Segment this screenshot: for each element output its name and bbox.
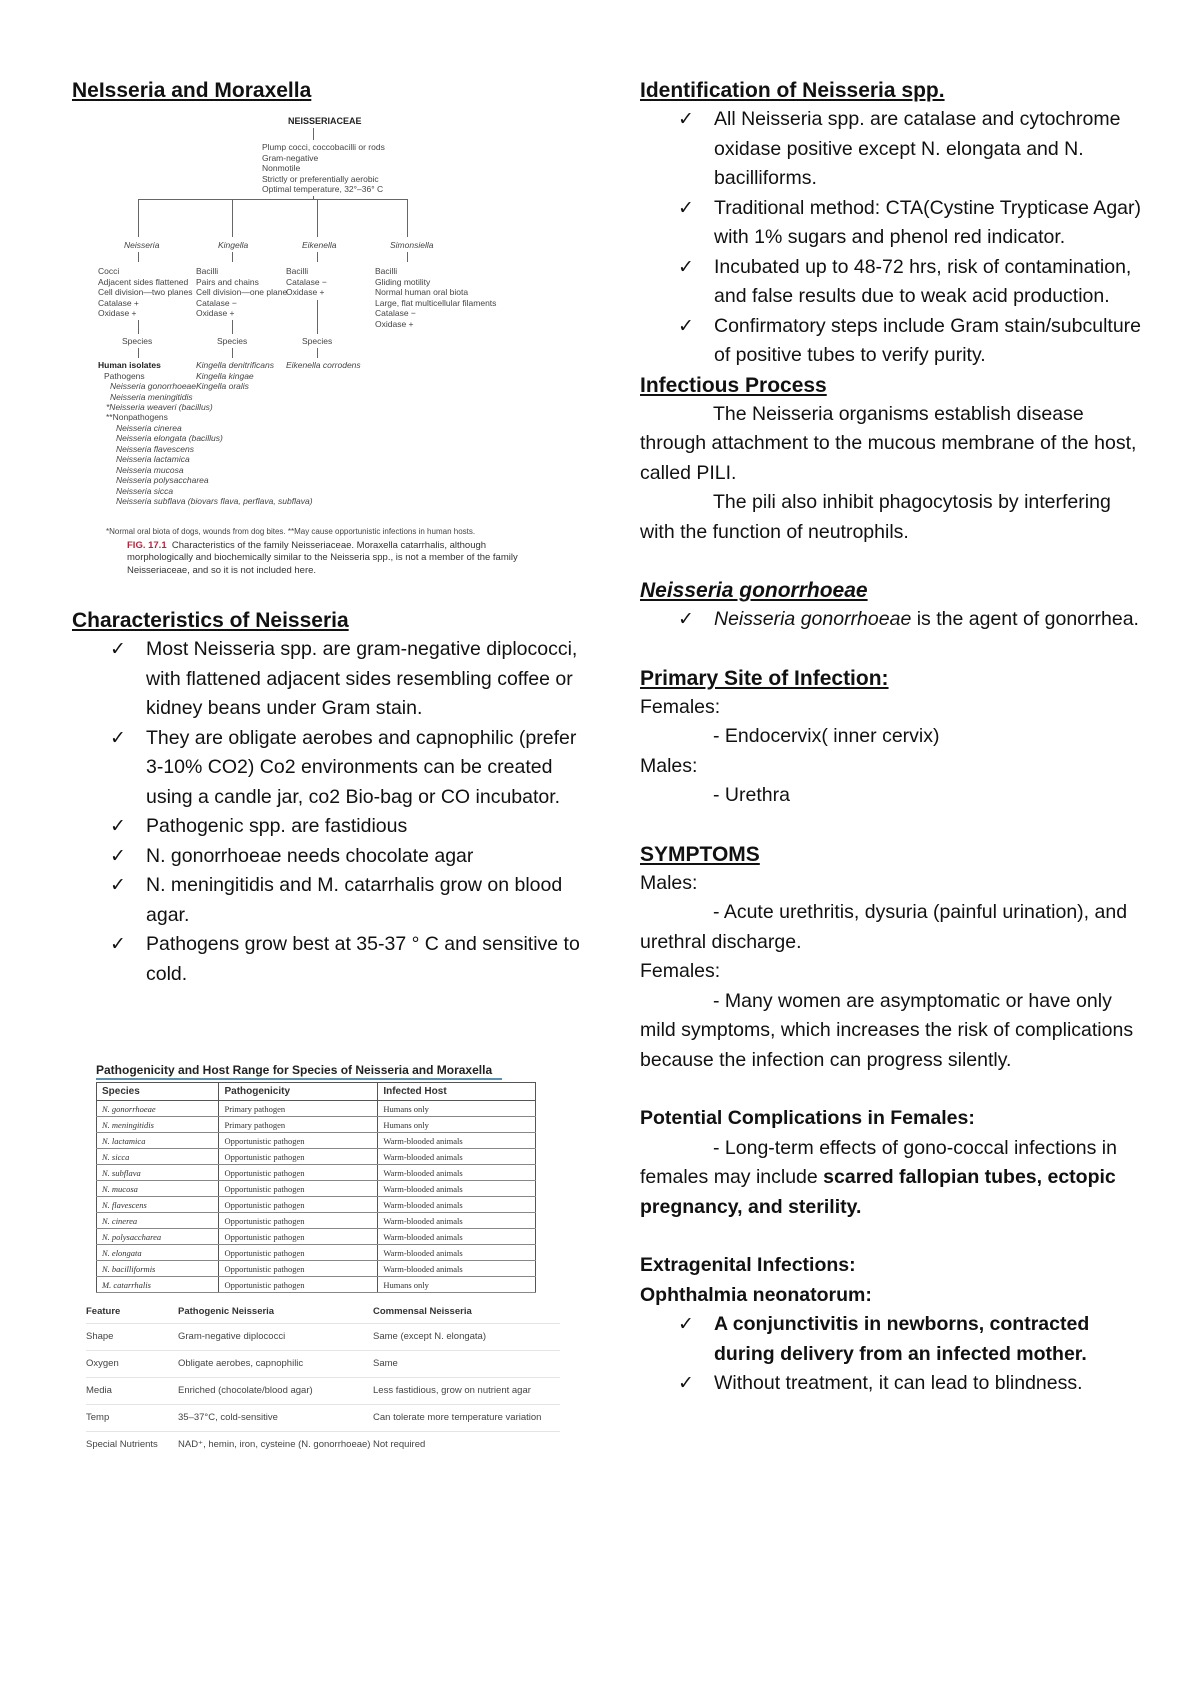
symptoms-males-label: Males: — [640, 871, 698, 894]
eikenella-species-list: Eikenella corrodens — [286, 360, 361, 370]
table-cell: Same (except N. elongata) — [373, 1324, 560, 1351]
check-icon: ✓ — [678, 315, 694, 337]
table-cell: N. polysaccharea — [97, 1229, 219, 1245]
table-cell: N. sicca — [97, 1149, 219, 1165]
infectious-paragraph-1: The Neisseria organisms establish disease through attachment to the mucous membrane of the host, called PILI. — [640, 402, 1137, 484]
nonpathogens-list: **Nonpathogens Neisseria cinerea Neisseria elongata (bacillus) Neisseria flavescens Neisseria lactamica Neisseria mucosa Neisseria polysaccharea Neisseria sicca Neisseria subflava (biovars flava, perflava, subflava) — [106, 412, 313, 506]
eikenella-traits: Bacilli Catalase − Oxidase + — [286, 266, 327, 297]
table-cell: N. cinerea — [97, 1213, 219, 1229]
table-cell: Gram-negative diplococci — [178, 1324, 373, 1351]
table-row — [97, 1197, 536, 1213]
column-header: Infected Host — [378, 1083, 536, 1101]
table-cell: Humans only — [378, 1117, 536, 1133]
characteristics-heading: Characteristics of Neisseria — [72, 609, 349, 632]
list-item: ✓ All Neisseria spp. are catalase and cytochrome oxidase positive except N. elongata and N. bacilliforms. — [640, 105, 1145, 194]
check-icon: ✓ — [678, 197, 694, 219]
symptoms-heading: SYMPTOMS — [640, 842, 760, 866]
symptoms-females-label: Females: — [640, 960, 721, 982]
table-cell: Opportunistic pathogen — [219, 1245, 378, 1261]
genus-kingella: Kingella — [218, 240, 249, 250]
check-icon: ✓ — [678, 609, 694, 630]
list-item: ✓ N. meningitidis and M. catarrhalis grow on blood agar. — [72, 871, 582, 930]
list-item: ✓ Traditional method: CTA(Cystine Trypticase Agar) with 1% sugars and phenol red indicator. — [640, 194, 1145, 253]
symptoms-females-text: - Many women are asymptomatic or have only mild symptoms, which increases the risk of complications because the infection can progress silently. — [640, 989, 1134, 1071]
check-icon: ✓ — [678, 256, 694, 278]
comparison-table — [86, 1306, 560, 1458]
right-column — [640, 76, 1145, 1399]
extragenital-heading: Extragenital Infections: — [640, 1254, 856, 1276]
check-icon: ✓ — [110, 934, 126, 955]
table-cell: N. elongata — [97, 1245, 219, 1261]
table-cell: Can tolerate more temperature variation — [373, 1405, 560, 1432]
males-label: Males: — [640, 754, 698, 777]
figure-caption: FIG. 17.1 Characteristics of the family Neisseriaceae. Moraxella catarrhalis, although morphologically and biochemically similar to the Neisseria spp., is not a member of the family Neisseriaceae, and so it is not included here. — [127, 540, 518, 576]
table-cell: Enriched (chocolate/blood agar) — [178, 1378, 373, 1405]
genus-neisseria: Neisseria — [124, 240, 160, 250]
check-icon: ✓ — [110, 727, 126, 749]
gonorrhoeae-list — [640, 605, 1145, 635]
complications-heading: Potential Complications in Females: — [640, 1107, 975, 1129]
table-cell: Obligate aerobes, capnophilic — [178, 1351, 373, 1378]
table-cell: Shape — [86, 1324, 178, 1351]
table-cell: M. catarrhalis — [97, 1277, 219, 1293]
table-cell: Not required — [373, 1432, 560, 1459]
ophthalmia-list — [640, 1310, 1145, 1399]
table-row — [97, 1245, 536, 1261]
table-cell: Opportunistic pathogen — [219, 1149, 378, 1165]
table-cell: Oxygen — [86, 1351, 178, 1378]
pathogenicity-table — [96, 1082, 536, 1293]
complications-text: - Long-term effects of gono-coccal infections in females may include scarred fallopian tubes, ectopic pregnancy, and sterility. — [640, 1136, 1117, 1218]
list-item: ✓ Pathogens grow best at 35-37 ° C and sensitive to cold. — [72, 930, 582, 989]
species-label-neisseria: Species — [122, 336, 153, 346]
table-row — [97, 1133, 536, 1149]
table-cell: N. subflava — [97, 1165, 219, 1181]
table-cell: Opportunistic pathogen — [219, 1197, 378, 1213]
column-header: Species — [97, 1083, 219, 1101]
list-item: ✓ Incubated up to 48-72 hrs, risk of contamination, and false results due to weak acid production. — [640, 253, 1145, 312]
infectious-paragraph-2: The pili also inhibit phagocytosis by interfering with the function of neutrophils. — [640, 491, 1111, 543]
kingella-traits: Bacilli Pairs and chains Cell division—one plane Catalase − Oxidase + — [196, 266, 288, 318]
infectious-heading: Infectious Process — [640, 373, 827, 397]
table-row — [97, 1213, 536, 1229]
table-cell: Opportunistic pathogen — [219, 1165, 378, 1181]
list-item: ✓ A conjunctivitis in newborns, contracted during delivery from an infected mother. — [640, 1310, 1145, 1369]
species-label-eikenella: Species — [302, 336, 333, 346]
table-cell: 35–37°C, cold-sensitive — [178, 1405, 373, 1432]
neisseria-traits: Cocci Adjacent sides flattened Cell division—two planes Catalase + Oxidase + — [98, 266, 193, 318]
table-cell: Primary pathogen — [219, 1117, 378, 1133]
list-item: ✓ Without treatment, it can lead to blindness. — [640, 1369, 1145, 1399]
table-row — [97, 1261, 536, 1277]
table-cell: Opportunistic pathogen — [219, 1277, 378, 1293]
table-cell: Media — [86, 1378, 178, 1405]
table-cell: Special Nutrients — [86, 1432, 178, 1459]
table-cell: Warm-blooded animals — [378, 1133, 536, 1149]
table-cell: N. mucosa — [97, 1181, 219, 1197]
neisseriaceae-flowchart — [98, 116, 560, 594]
table-row — [97, 1149, 536, 1165]
table-cell: Opportunistic pathogen — [219, 1229, 378, 1245]
list-item: ✓ They are obligate aerobes and capnophilic (prefer 3-10% CO2) Co2 environments can be created using a candle jar, co2 Bio-bag or CO incubator. — [72, 724, 582, 813]
females-label: Females: — [640, 695, 721, 718]
table-row — [86, 1432, 560, 1459]
table-cell: NAD⁺, hemin, iron, cysteine (N. gonorrhoeae) — [178, 1432, 373, 1459]
column-header: Pathogenicity — [219, 1083, 378, 1101]
table-cell: Warm-blooded animals — [378, 1197, 536, 1213]
gonorrhoeae-heading: Neisseria gonorrhoeae — [640, 579, 868, 602]
figure-footnote: *Normal oral biota of dogs, wounds from dog bites. **May cause opportunistic infections in human hosts. — [106, 527, 476, 536]
table-cell: Less fastidious, grow on nutrient agar — [373, 1378, 560, 1405]
simonsiella-traits: Bacilli Gliding motility Normal human oral biota Large, flat multicellular filaments Catalase − Oxidase + — [375, 266, 497, 329]
table-cell: Opportunistic pathogen — [219, 1133, 378, 1149]
table-cell: N. gonorrhoeae — [97, 1101, 219, 1117]
list-item: ✓ Pathogenic spp. are fastidious — [72, 812, 582, 842]
table-cell: Warm-blooded animals — [378, 1165, 536, 1181]
table-row — [86, 1324, 560, 1351]
list-item: ✓ Most Neisseria spp. are gram-negative diplococci, with flattened adjacent sides resembling coffee or kidney beans under Gram stain. — [72, 635, 582, 724]
table-row — [97, 1101, 536, 1117]
table-cell: N. meningitidis — [97, 1117, 219, 1133]
table-row — [97, 1181, 536, 1197]
pathogenicity-table-title: Pathogenicity and Host Range for Species of Neisseria and Moraxella — [96, 1063, 493, 1077]
table-cell: N. flavescens — [97, 1197, 219, 1213]
table-row — [86, 1378, 560, 1405]
check-icon: ✓ — [678, 1314, 694, 1335]
list-item: ✓ Neisseria gonorrhoeae is the agent of gonorrhea. — [640, 605, 1145, 635]
species-label-kingella: Species — [217, 336, 248, 346]
column-header: Feature — [86, 1306, 121, 1317]
table-cell: Humans only — [378, 1101, 536, 1117]
check-icon: ✓ — [678, 1373, 694, 1394]
table-row — [97, 1277, 536, 1293]
identification-list — [640, 105, 1145, 371]
page-title: NeIsseria and Moraxella — [72, 79, 312, 102]
primary-site-heading: Primary Site of Infection: — [640, 666, 889, 690]
table-cell: Warm-blooded animals — [378, 1149, 536, 1165]
list-item: ✓ Confirmatory steps include Gram stain/subculture of positive tubes to verify purity. — [640, 312, 1145, 371]
table-cell: Temp — [86, 1405, 178, 1432]
table-row — [86, 1405, 560, 1432]
genus-simonsiella: Simonsiella — [390, 240, 434, 250]
flowchart-root: NEISSERIACEAE — [288, 116, 362, 126]
kingella-species-list: Kingella denitrificans Kingella kingae Kingella oralis — [196, 360, 274, 391]
check-icon: ✓ — [110, 875, 126, 896]
column-header: Commensal Neisseria — [373, 1306, 472, 1317]
table-cell: Primary pathogen — [219, 1101, 378, 1117]
check-icon: ✓ — [110, 816, 126, 837]
neisseria-species-list: Human isolates Pathogens Neisseria gonorrhoeae Neisseria meningitidis *Neisseria weaveri (bacillus) — [98, 360, 213, 412]
table-cell: N. lactamica — [97, 1133, 219, 1149]
table-row — [86, 1351, 560, 1378]
identification-heading: Identification of Neisseria spp. — [640, 79, 945, 102]
table-cell: Humans only — [378, 1277, 536, 1293]
table-cell: Opportunistic pathogen — [219, 1261, 378, 1277]
table-cell: Warm-blooded animals — [378, 1261, 536, 1277]
females-site: - Endocervix( inner cervix) — [713, 725, 940, 747]
characteristics-section — [72, 606, 582, 989]
table-cell: Opportunistic pathogen — [219, 1213, 378, 1229]
check-icon: ✓ — [110, 845, 126, 867]
table-cell: Warm-blooded animals — [378, 1229, 536, 1245]
males-site: - Urethra — [713, 784, 790, 806]
check-icon: ✓ — [110, 639, 126, 660]
table-cell: Warm-blooded animals — [378, 1213, 536, 1229]
column-header: Pathogenic Neisseria — [178, 1306, 275, 1317]
table-cell: N. bacilliformis — [97, 1261, 219, 1277]
list-item: ✓ N. gonorrhoeae needs chocolate agar — [72, 842, 582, 872]
table-cell: Warm-blooded animals — [378, 1181, 536, 1197]
table-row — [97, 1117, 536, 1133]
symptoms-males-text: - Acute urethritis, dysuria (painful urination), and urethral discharge. — [640, 901, 1128, 953]
table-cell: Warm-blooded animals — [378, 1245, 536, 1261]
ophthalmia-heading: Ophthalmia neonatorum: — [640, 1283, 872, 1306]
check-icon: ✓ — [678, 109, 694, 130]
table-row — [97, 1229, 536, 1245]
genus-eikenella: Eikenella — [302, 240, 337, 250]
characteristics-list — [72, 635, 582, 989]
table-cell: Opportunistic pathogen — [219, 1181, 378, 1197]
table-row — [97, 1165, 536, 1181]
root-traits: Plump cocci, coccobacilli or rods Gram-negative Nonmotile Strictly or preferentially aerobic Optimal temperature, 32°–36° C — [262, 142, 385, 194]
title-rule — [96, 1078, 502, 1080]
table-cell: Same — [373, 1351, 560, 1378]
